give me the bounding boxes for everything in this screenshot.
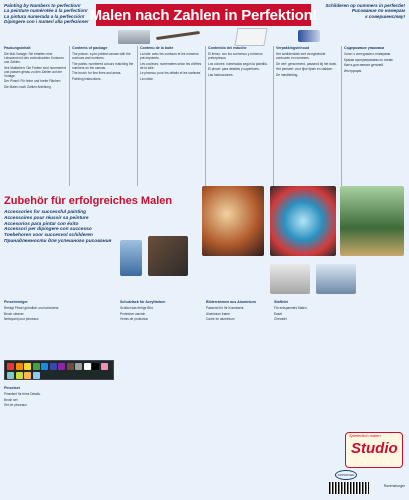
accessory-text: Vernis de protection bbox=[120, 317, 149, 321]
column-text: Краски пронумерованы по схеме. bbox=[344, 57, 394, 62]
color-swatch bbox=[7, 372, 14, 379]
column-divider bbox=[69, 46, 70, 186]
column-text: Het penseel: voor fijne lijnen en vlakken. bbox=[276, 67, 334, 71]
accessories-subtitles bbox=[4, 210, 111, 245]
accessory-text: Aluminium frame bbox=[206, 311, 230, 316]
accessory-item-2 bbox=[4, 386, 114, 430]
accessory-text: Easel bbox=[274, 311, 282, 316]
column-text: El pincel: para detalles y superficies. bbox=[208, 67, 260, 71]
column-text: Der Pinsel: Für feine und breite Flächen. bbox=[4, 79, 62, 83]
column-nl bbox=[276, 46, 338, 186]
title-fr: La peinture numérotée à la perfection! bbox=[4, 8, 88, 14]
column-text: Les couleurs: numérotées selon les chiffres de la toile. bbox=[140, 61, 202, 70]
accessory-text: Brush set bbox=[4, 397, 18, 402]
canvas-board-image bbox=[234, 28, 267, 46]
color-swatch bbox=[92, 363, 99, 370]
color-swatch bbox=[33, 372, 40, 379]
column-text: The picture: a pre-printed canvas with the contours and numbers. bbox=[72, 52, 131, 60]
column-text: Die Malen nach Zahlen Anleitung. bbox=[4, 84, 52, 89]
accessory-text: Pinselset für feine Details. bbox=[4, 392, 41, 396]
accessory-text: Brush cleaner bbox=[4, 311, 24, 316]
frame-photo bbox=[270, 264, 310, 294]
accessory-item-5 bbox=[274, 300, 404, 430]
column-de bbox=[4, 46, 66, 186]
column-heading: Packungsinhalt bbox=[4, 46, 31, 50]
column-text: Las instrucciones. bbox=[208, 72, 234, 77]
barcode bbox=[329, 482, 369, 494]
company-name: Ravensburger bbox=[383, 484, 405, 488]
column-text: De verf: genummerd, passend bij het doek. bbox=[276, 61, 337, 66]
column-text: Die Mal-Vorlage: Sie erhalten eine Leinwand mit den vorbedruckten Konturen und Zahlen. bbox=[4, 52, 64, 64]
logo-tagline: Spielerisch malen bbox=[349, 433, 381, 438]
accessory-heading: Pinselreiniger bbox=[4, 300, 28, 304]
easel-photo bbox=[340, 186, 404, 256]
column-text: Кисть для мелких деталей. bbox=[344, 63, 384, 67]
studio-logo bbox=[345, 432, 403, 468]
column-text: Инструкция. bbox=[344, 68, 363, 73]
logo-word: Studio bbox=[351, 440, 398, 457]
subtitle-fr: Accessoires pour réussir sa peinture bbox=[4, 215, 89, 221]
accessory-text: Chevalet bbox=[274, 317, 287, 321]
column-en bbox=[72, 46, 134, 186]
paint-tube-image bbox=[298, 30, 320, 42]
accessory-item-1 bbox=[4, 300, 76, 356]
column-text: Ihre Malfarben: Die Farben sind nummeriert und passen genau zu den Zahlen auf der Vorlage. bbox=[4, 65, 66, 78]
accessory-heading: Bilderrahmen aus Aluminium bbox=[206, 300, 256, 304]
title-ru-1: Рисование по номерам bbox=[351, 8, 405, 14]
column-text: The brush: for fine lines and areas. bbox=[72, 71, 122, 75]
column-text: De handleiding. bbox=[276, 72, 299, 77]
subtitle-it: Accessori per dipingere con successo bbox=[4, 227, 92, 233]
accessories-title: Zubehör für erfolgreiches Malen bbox=[4, 195, 173, 207]
color-swatch bbox=[16, 363, 23, 370]
color-swatch bbox=[7, 363, 14, 370]
subtitle-en: Accessories for successful painting bbox=[4, 210, 87, 215]
main-banner bbox=[89, 4, 318, 26]
column-heading: Contenu de la boîte bbox=[140, 46, 174, 50]
painting-closeup-photo bbox=[270, 186, 336, 256]
title-en: Painting by Numbers to perfection! bbox=[4, 3, 81, 8]
accessory-item-3 bbox=[120, 300, 202, 430]
accessory-text: Schützt das fertige Bild. bbox=[120, 306, 154, 310]
approved-seal: APPROVED bbox=[335, 470, 357, 480]
title-ru-2: к совершенству! bbox=[365, 13, 405, 19]
accessory-text: Für entspanntes Malen. bbox=[274, 306, 308, 310]
column-heading: Verpakkingsinhoud bbox=[276, 46, 310, 50]
column-heading: Contenido del estuche bbox=[208, 46, 247, 50]
column-text: Painting instructions. bbox=[72, 76, 102, 81]
column-text: La toile: avec les contours et les numéros pré-imprimés. bbox=[140, 52, 199, 60]
subtitle-es: Accesorios para pintar con éxito bbox=[4, 221, 79, 227]
color-palette bbox=[4, 360, 114, 380]
column-text: Холст с контурами и номерами. bbox=[344, 52, 392, 56]
color-swatch bbox=[84, 363, 91, 370]
header-right-titles bbox=[313, 3, 405, 19]
accessory-text: Set de pinceaux bbox=[4, 403, 27, 407]
accessory-text: Passend für Ihr Kunstwerk. bbox=[206, 306, 245, 310]
column-text: Le pinceau: pour les détails et les surfaces. bbox=[140, 71, 202, 75]
column-fr bbox=[140, 46, 202, 186]
column-divider bbox=[341, 46, 342, 186]
banner-title: Malen nach Zahlen in Perfektion! bbox=[89, 6, 318, 24]
accessory-heading: Pinselset bbox=[4, 386, 20, 390]
color-swatch bbox=[50, 363, 57, 370]
column-divider bbox=[137, 46, 138, 186]
title-it: Dipingere con i numeri alla perfezione! bbox=[4, 19, 89, 25]
column-es bbox=[208, 46, 270, 186]
title-nl: Schilderen op nummers in perfectie! bbox=[325, 3, 405, 8]
column-heading: Contents of package bbox=[72, 46, 108, 50]
column-divider bbox=[205, 46, 206, 186]
accessory-text: Reinigt Pinsel gründlich und schonend. bbox=[4, 306, 60, 310]
paint-kit-image bbox=[118, 30, 150, 44]
color-swatch bbox=[16, 372, 23, 379]
color-swatch bbox=[75, 363, 82, 370]
column-heading: Содержимое упаковки bbox=[344, 46, 385, 50]
title-es: La pintura numerada a la perfección! bbox=[4, 13, 85, 19]
color-swatch bbox=[41, 363, 48, 370]
brush-image bbox=[156, 31, 200, 40]
accessory-item-4 bbox=[206, 300, 268, 430]
brush-set-photo bbox=[148, 236, 188, 276]
varnish-photo bbox=[316, 264, 356, 294]
color-swatch bbox=[58, 363, 65, 370]
brush-cleaner-photo bbox=[120, 240, 142, 276]
column-text: La notice. bbox=[140, 76, 154, 81]
subtitle-nl: Toebehoren voor succesvol schilderen bbox=[4, 233, 93, 239]
column-divider bbox=[273, 46, 274, 186]
color-swatch bbox=[24, 363, 31, 370]
color-swatch bbox=[33, 363, 40, 370]
column-text: The paints: numbered colours matching the numbers on the canvas. bbox=[72, 61, 134, 70]
column-text: Los colores: numerados según la plantilla. bbox=[208, 61, 268, 66]
color-swatch bbox=[24, 372, 31, 379]
accessory-text: Protective varnish bbox=[120, 311, 146, 316]
column-ru bbox=[344, 46, 405, 186]
accessory-heading: Schutzlack für Acrylfarben bbox=[120, 300, 166, 304]
column-text: El lienzo: con los contornos y números preimpresos. bbox=[208, 52, 263, 60]
column-text: Het schilderdoek met voorgedrukte contouren en nummers. bbox=[276, 52, 326, 60]
accessory-heading: Staffelei bbox=[274, 300, 288, 304]
header-left-titles bbox=[4, 3, 92, 25]
subtitle-ru: Принадлежности для успешного рисования bbox=[4, 238, 112, 244]
painting-photo bbox=[202, 186, 264, 256]
accessory-text: Cadre en aluminium bbox=[206, 317, 235, 321]
accessory-text: Nettoyant pour pinceaux bbox=[4, 317, 39, 321]
color-swatch bbox=[101, 363, 108, 370]
color-swatch bbox=[67, 363, 74, 370]
